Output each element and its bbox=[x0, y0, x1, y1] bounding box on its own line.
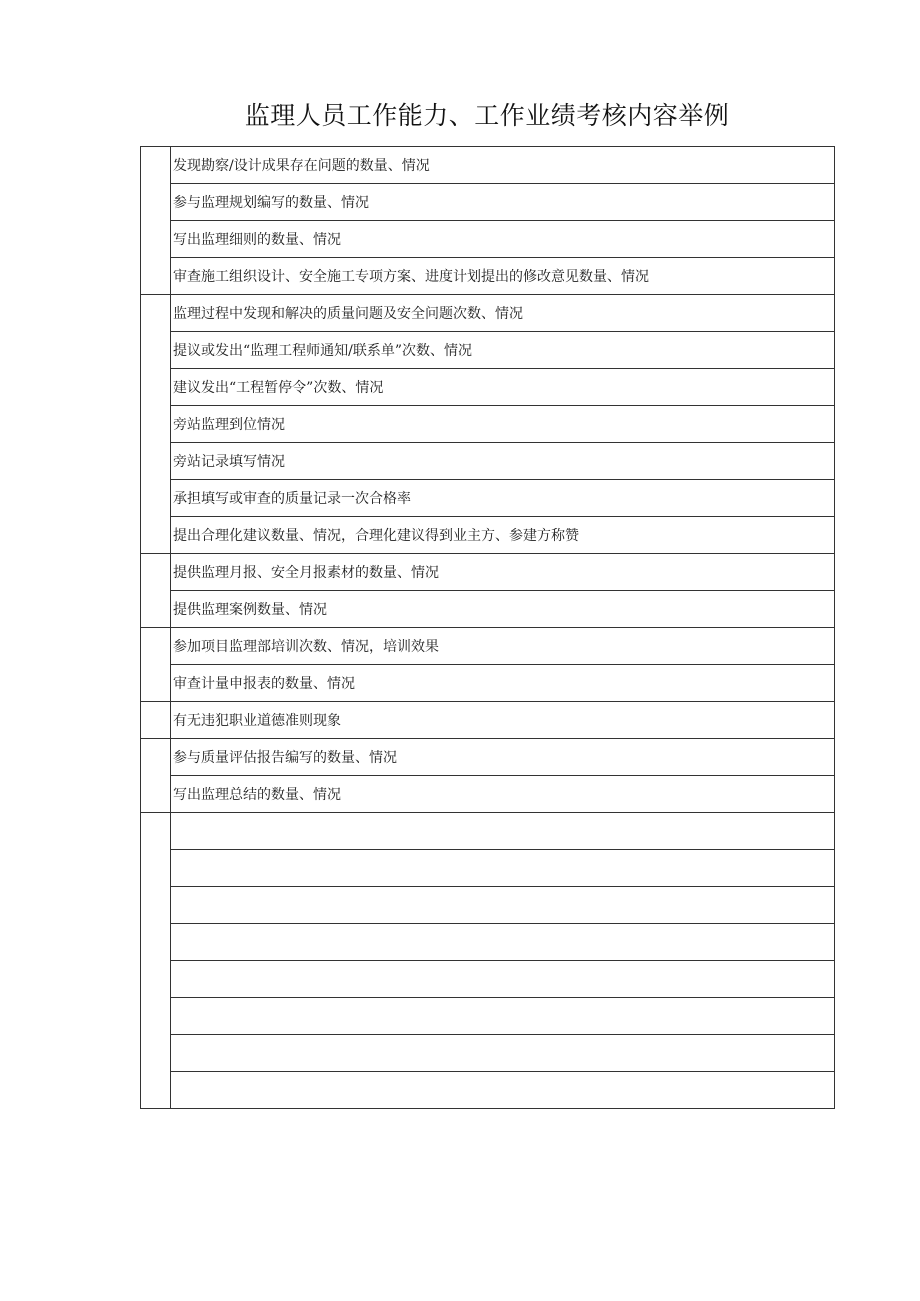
item-cell: 参与监理规划编写的数量、情况 bbox=[171, 184, 835, 221]
table-row bbox=[141, 665, 835, 702]
item-cell: 提供监理案例数量、情况 bbox=[171, 591, 835, 628]
item-cell bbox=[171, 813, 835, 850]
assessment-table bbox=[140, 146, 835, 1109]
item-cell bbox=[171, 850, 835, 887]
item-cell bbox=[171, 887, 835, 924]
group-cell bbox=[141, 813, 171, 1109]
table-row bbox=[141, 998, 835, 1035]
group-cell bbox=[141, 739, 171, 813]
table-row bbox=[141, 924, 835, 961]
table-row bbox=[141, 813, 835, 850]
table-row bbox=[141, 1035, 835, 1072]
table-row bbox=[141, 702, 835, 739]
item-cell: 旁站监理到位情况 bbox=[171, 406, 835, 443]
item-cell bbox=[171, 924, 835, 961]
item-cell bbox=[171, 1035, 835, 1072]
item-cell: 发现勘察/设计成果存在问题的数量、情况 bbox=[171, 147, 835, 184]
item-cell: 审查施工组织设计、安全施工专项方案、进度计划提出的修改意见数量、情况 bbox=[171, 258, 835, 295]
item-cell: 承担填写或审查的质量记录一次合格率 bbox=[171, 480, 835, 517]
table-row bbox=[141, 776, 835, 813]
item-cell: 审查计量申报表的数量、情况 bbox=[171, 665, 835, 702]
item-cell: 建议发出“工程暂停令”次数、情况 bbox=[171, 369, 835, 406]
table-row bbox=[141, 554, 835, 591]
table-row bbox=[141, 480, 835, 517]
item-cell: 旁站记录填写情况 bbox=[171, 443, 835, 480]
table-row bbox=[141, 295, 835, 332]
group-cell bbox=[141, 628, 171, 702]
group-cell bbox=[141, 554, 171, 628]
item-cell: 提供监理月报、安全月报素材的数量、情况 bbox=[171, 554, 835, 591]
table-row bbox=[141, 258, 835, 295]
group-cell bbox=[141, 147, 171, 295]
table-row bbox=[141, 369, 835, 406]
table-row bbox=[141, 1072, 835, 1109]
item-cell bbox=[171, 998, 835, 1035]
table-row bbox=[141, 184, 835, 221]
table-row bbox=[141, 221, 835, 258]
table-row bbox=[141, 443, 835, 480]
table-row bbox=[141, 850, 835, 887]
table-row bbox=[141, 961, 835, 998]
item-cell: 写出监理总结的数量、情况 bbox=[171, 776, 835, 813]
table-row bbox=[141, 887, 835, 924]
table-row bbox=[141, 147, 835, 184]
item-cell: 监理过程中发现和解决的质量问题及安全问题次数、情况 bbox=[171, 295, 835, 332]
item-cell: 提出合理化建议数量、情况，合理化建议得到业主方、参建方称赞 bbox=[171, 517, 835, 554]
table-row bbox=[141, 739, 835, 776]
page-title: 监理人员工作能力、工作业绩考核内容举例 bbox=[244, 101, 730, 130]
table-row bbox=[141, 591, 835, 628]
table-row bbox=[141, 332, 835, 369]
item-cell: 提议或发出“监理工程师通知/联系单”次数、情况 bbox=[171, 332, 835, 369]
group-cell bbox=[141, 295, 171, 554]
item-cell: 写出监理细则的数量、情况 bbox=[171, 221, 835, 258]
table-body bbox=[141, 147, 835, 1109]
item-cell bbox=[171, 961, 835, 998]
table-row bbox=[141, 517, 835, 554]
table-row bbox=[141, 628, 835, 665]
item-cell bbox=[171, 1072, 835, 1109]
item-cell: 有无违犯职业道德准则现象 bbox=[171, 702, 835, 739]
group-cell bbox=[141, 702, 171, 739]
item-cell: 参与质量评估报告编写的数量、情况 bbox=[171, 739, 835, 776]
table-row bbox=[141, 406, 835, 443]
item-cell: 参加项目监理部培训次数、情况，培训效果 bbox=[171, 628, 835, 665]
